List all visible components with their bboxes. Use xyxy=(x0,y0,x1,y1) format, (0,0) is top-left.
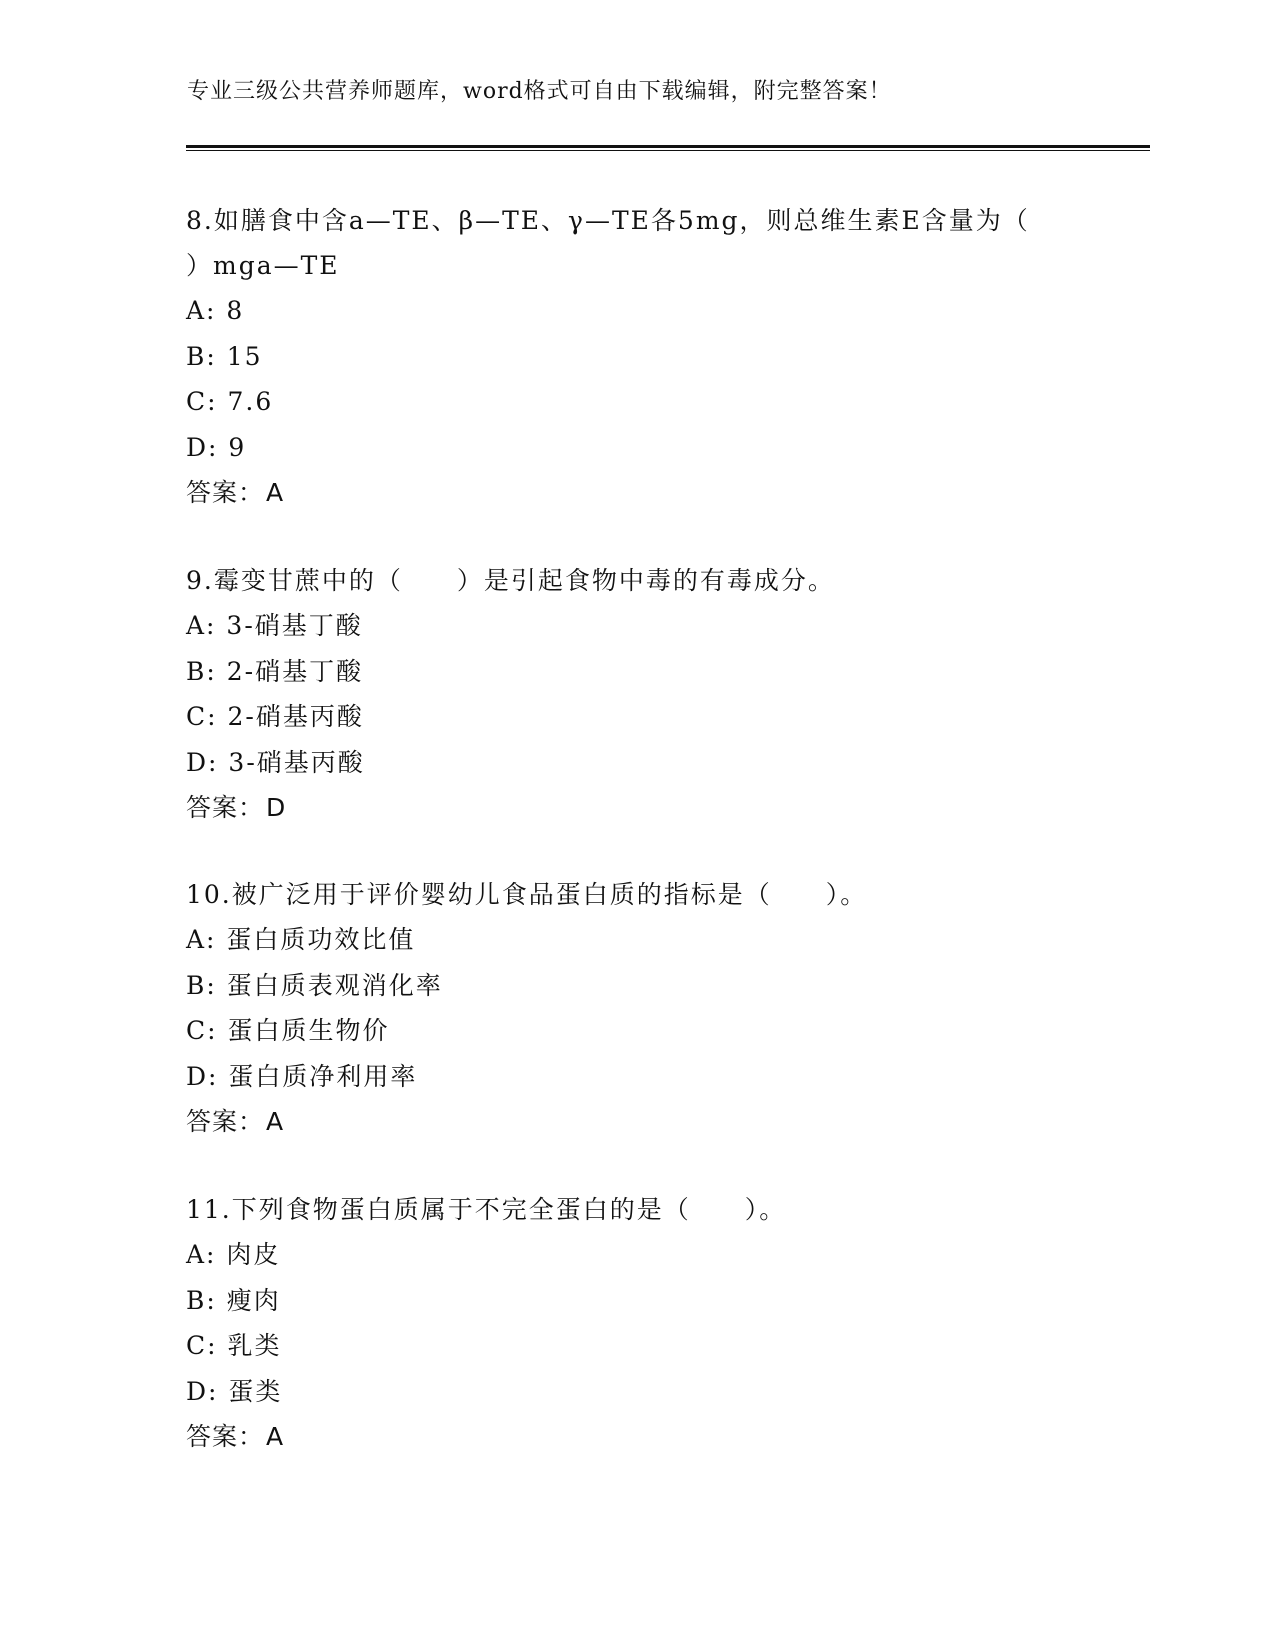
option-a: A: 肉皮 xyxy=(186,1240,281,1269)
question-9 xyxy=(186,558,1086,830)
answer-label: 答案： xyxy=(186,793,265,822)
option-b: B: 蛋白质表观消化率 xyxy=(186,970,443,1000)
answer-line xyxy=(186,1414,1086,1459)
answer-label: 答案： xyxy=(186,1107,265,1136)
option-b: B: 15 xyxy=(186,341,263,371)
question-stem: 8.如膳食中含a—TE、β—TE、γ—TE各5mg，则总维生素E含量为（ xyxy=(186,206,1030,235)
option-c: C: 2-硝基丙酸 xyxy=(186,702,364,731)
question-8 xyxy=(186,198,1086,515)
answer-line xyxy=(186,470,1086,515)
option-b: B: 2-硝基丁酸 xyxy=(186,656,364,686)
option-a: A: 3-硝基丁酸 xyxy=(186,611,363,640)
option-c: C: 7.6 xyxy=(186,387,274,416)
option-c: C: 乳类 xyxy=(186,1331,282,1360)
option-d: D: 9 xyxy=(186,432,247,462)
option-d: D: 蛋白质净利用率 xyxy=(186,1061,418,1091)
question-stem: 10.被广泛用于评价婴幼儿食品蛋白质的指标是（ ）。 xyxy=(186,880,868,909)
option-c: C: 蛋白质生物价 xyxy=(186,1016,390,1045)
question-stem: 11.下列食物蛋白质属于不完全蛋白的是（ ）。 xyxy=(186,1195,787,1224)
option-d: D: 3-硝基丙酸 xyxy=(186,747,365,777)
option-a: A: 8 xyxy=(186,296,245,325)
question-10 xyxy=(186,872,1086,1144)
option-a: A: 蛋白质功效比值 xyxy=(186,925,416,954)
option-d: D: 蛋类 xyxy=(186,1376,283,1406)
answer-value: A xyxy=(266,1107,285,1136)
question-11 xyxy=(186,1187,1086,1459)
answer-label: 答案： xyxy=(186,478,265,507)
answer-label: 答案： xyxy=(186,1422,265,1451)
answer-value: D xyxy=(266,793,287,822)
header-rule-thick xyxy=(186,145,1150,148)
question-stem: 9.霉变甘蔗中的（ ）是引起食物中毒的有毒成分。 xyxy=(186,566,835,595)
answer-value: A xyxy=(266,478,285,507)
answer-line xyxy=(186,1099,1086,1144)
page-header: 专业三级公共营养师题库，word格式可自由下载编辑，附完整答案！ xyxy=(187,79,892,104)
option-b: B: 瘦肉 xyxy=(186,1285,281,1315)
question-stem-continued: ）mga—TE xyxy=(186,251,340,280)
answer-line xyxy=(186,785,1086,830)
header-rule-thin xyxy=(186,150,1150,151)
answer-value: A xyxy=(266,1422,285,1451)
